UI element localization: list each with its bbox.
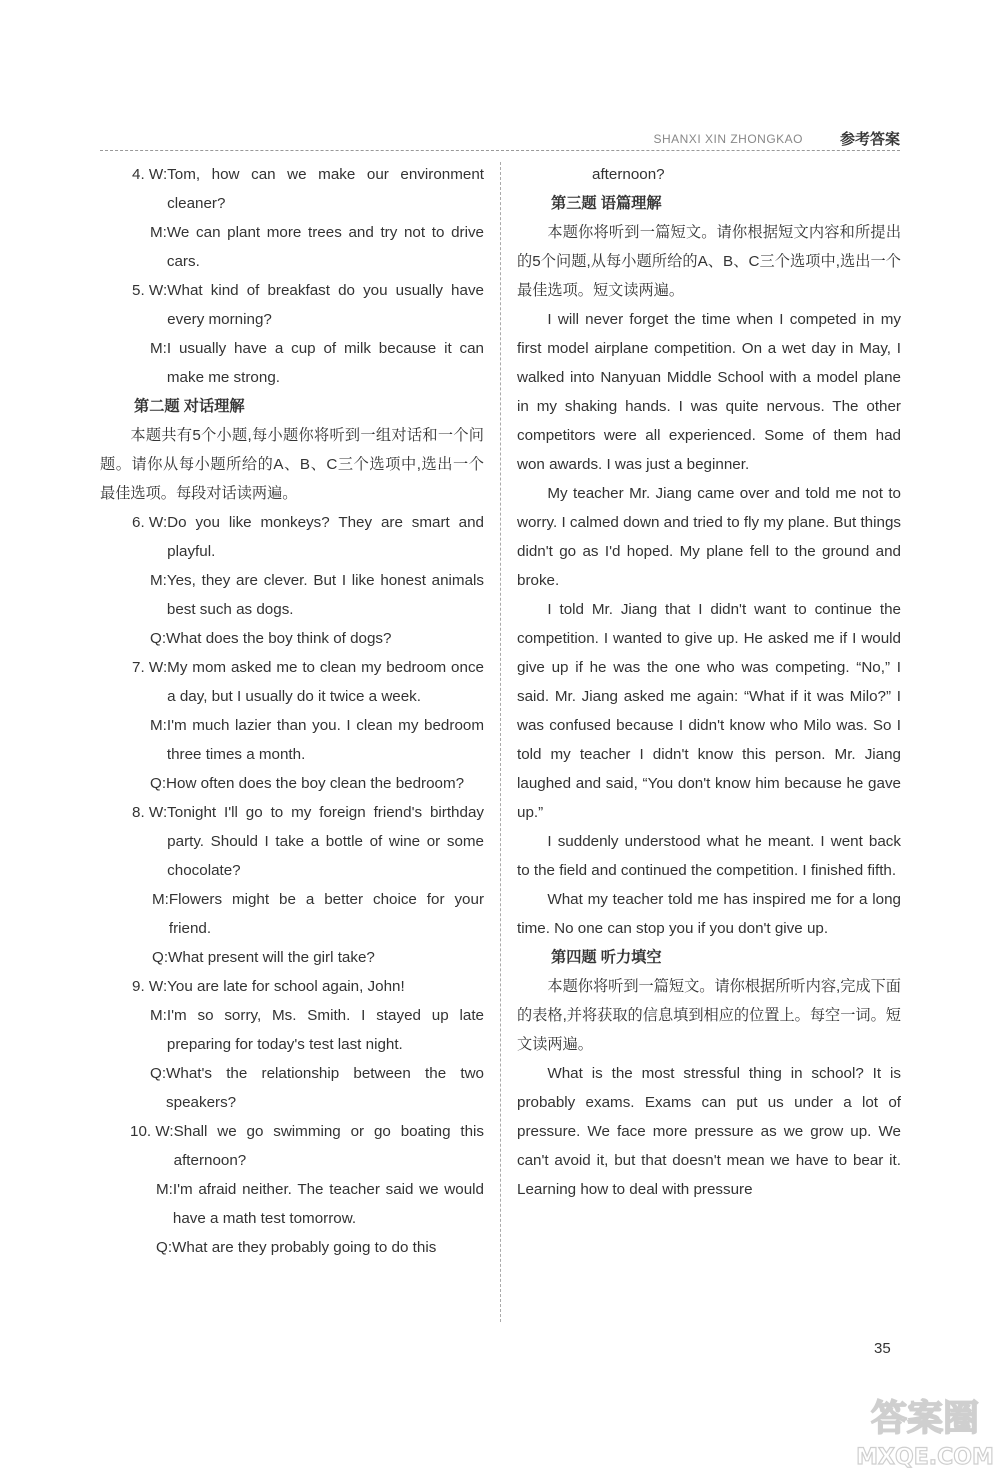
- right-column: [517, 160, 901, 1204]
- section-4-heading: 第四题 听力填空: [551, 949, 662, 966]
- section-title: 参考答案: [839, 131, 900, 148]
- q7-man: M: I'm much lazier than you. I clean my bedroom three times a month.: [150, 717, 484, 763]
- watermark-site-text: MXQE.COM: [856, 1445, 994, 1470]
- watermark-logo-text: 答案圈: [870, 1398, 980, 1439]
- left-column: [100, 160, 484, 1262]
- q7-question: Q: How often does the boy clean the bedroom?: [150, 775, 465, 792]
- q9-woman: 9. W: You are late for school again, John!: [132, 978, 405, 995]
- passage-paragraph-2: My teacher Mr. Jiang came over and told me not to worry. I calmed down and tried to fly my plane. But things didn't go as I'd hoped. My plane fell to the ground and broke.: [517, 485, 901, 589]
- q10-question: Q: What are they probably going to do this: [156, 1239, 437, 1256]
- section-2-heading: 第二题 对话理解: [134, 398, 245, 415]
- series-brand: SHANXI XIN ZHONGKAO: [653, 132, 803, 146]
- header-rule: [100, 150, 900, 151]
- passage-paragraph-3: I told Mr. Jiang that I didn't want to continue the competition. I wanted to give up. He asked me if I would give up if he was the one who was competing. “No,” I said. Mr. Jiang asked me again: “What if it was Milo?” I was confused because I didn't know who Milo was. So I told my teacher I didn't know this person. Mr. Jiang laughed and said, “You don't know him because he gave up.”: [517, 601, 901, 821]
- q10-man: M: I'm afraid neither. The teacher said we would have a math test tomorrow.: [156, 1181, 484, 1227]
- q10-question-continued: afternoon?: [592, 166, 665, 183]
- q5-man: M: I usually have a cup of milk because it can make me strong.: [150, 340, 484, 386]
- q7-woman: 7. W: My mom asked me to clean my bedroom once a day, but I usually do it twice a week.: [132, 659, 484, 705]
- section-3-instructions: 本题你将听到一篇短文。请你根据短文内容和所提出的5个问题,从每小题所给的A、B、C三个选项中,选出一个最佳选项。短文读两遍。: [517, 224, 901, 299]
- column-divider: [500, 162, 501, 1322]
- q8-woman: 8. W: Tonight I'll go to my foreign friend's birthday party. Should I take a bottle of wine or some chocolate?: [132, 804, 484, 879]
- q4-man: M: We can plant more trees and try not to drive cars.: [150, 224, 484, 270]
- passage-2-paragraph-1: What is the most stressful thing in school? It is probably exams. Exams can put us under a lot of pressure. We face more pressure as we grow up. We can't avoid it, but that doesn't mean we have to bear it. Learning how to deal with pressure: [517, 1065, 901, 1198]
- passage-paragraph-4: I suddenly understood what he meant. I went back to the field and continued the competition. I finished fifth.: [517, 833, 901, 879]
- q6-woman: 6. W: Do you like monkeys? They are smart and playful.: [132, 514, 484, 560]
- watermark-logo-icon: [850, 1390, 1000, 1471]
- page-header: [100, 128, 900, 148]
- q9-question: Q: What's the relationship between the two speakers?: [150, 1065, 484, 1111]
- passage-paragraph-1: I will never forget the time when I competed in my first model airplane competition. On a wet day in May, I walked into Nanyuan Middle School with a model plane in my shaking hands. I was quite nervous. The other competitors were all experienced. Some of them had won awards. I was just a beginner.: [517, 311, 901, 473]
- q6-question: Q: What does the boy think of dogs?: [150, 630, 392, 647]
- q6-man: M: Yes, they are clever. But I like honest animals best such as dogs.: [150, 572, 484, 618]
- page-number: 35: [874, 1340, 891, 1357]
- section-4-instructions: 本题你将听到一篇短文。请你根据所听内容,完成下面的表格,并将获取的信息填到相应的位置上。每空一词。短文读两遍。: [517, 978, 901, 1053]
- q10-woman: 10. W: Shall we go swimming or go boating this afternoon?: [130, 1123, 484, 1169]
- passage-paragraph-5: What my teacher told me has inspired me for a long time. No one can stop you if you don't give up.: [517, 891, 901, 937]
- q9-man: M: I'm so sorry, Ms. Smith. I stayed up late preparing for today's test last night.: [150, 1007, 484, 1053]
- section-2-instructions: 本题共有5个小题,每小题你将听到一组对话和一个问题。请你从每小题所给的A、B、C三个选项中,选出一个最佳选项。每段对话读两遍。: [100, 427, 484, 502]
- q4-woman: 4. W: Tom, how can we make our environment cleaner?: [132, 166, 484, 212]
- section-3-heading: 第三题 语篇理解: [551, 195, 662, 212]
- q8-question: Q: What present will the girl take?: [152, 949, 375, 966]
- q8-man: M: Flowers might be a better choice for your friend.: [152, 891, 484, 937]
- q5-woman: 5. W: What kind of breakfast do you usually have every morning?: [132, 282, 484, 328]
